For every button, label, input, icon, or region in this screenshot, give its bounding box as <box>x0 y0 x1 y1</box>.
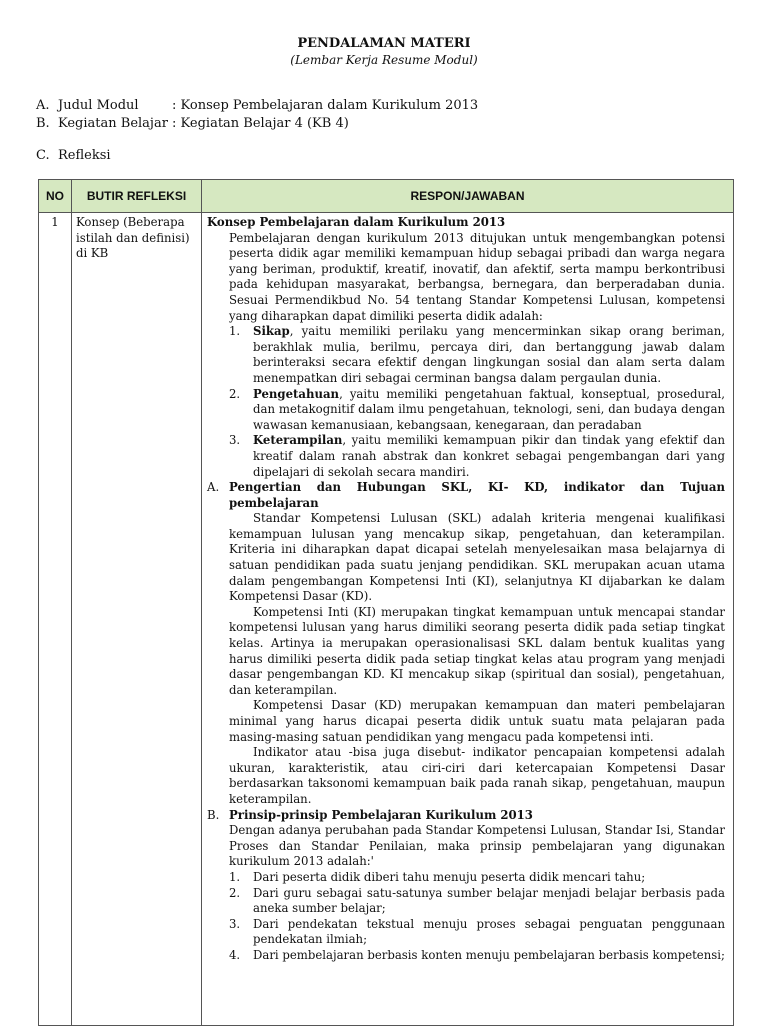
competency-text: , yaitu memiliki kemampuan pikir dan tindak yang efektif dan kreatif dalam ranah abstrak dan konkret sebagai pengembangan dari yang dipelajari di sekolah secara mandiri. <box>253 433 725 479</box>
meta-value: Kegiatan Belajar 4 (KB 4) <box>180 116 349 131</box>
meta-key: Judul Modul <box>58 98 139 113</box>
section-letter: B. <box>207 807 220 822</box>
section-title: Prinsip-prinsip Pembelajaran Kurikulum 2013 <box>229 807 533 822</box>
competency-term: Sikap <box>253 324 290 339</box>
section-a-paragraph: Indikator atau -bisa juga disebut- indikator pencapaian kompetensi adalah ukuran, karakteristik, atau ciri-ciri dari ketercapaian Kompetensi Dasar berdasarkan taksonomi kemampuan baik pada ranah sikap, pengetahuan, maupun keterampilan. <box>229 745 725 806</box>
header-no: NO <box>39 180 72 213</box>
section-b-intro: Dengan adanya perubahan pada Standar Kompetensi Lulusan, Standar Isi, Standar Proses dan Standar Penilaian, maka prinsip pembelajaran yang digunakan kurikulum 2013 adalah:' <box>229 823 725 869</box>
principle-number: 3. <box>229 916 241 931</box>
competency-text: , yaitu memiliki pengetahuan faktual, konseptual, prosedural, dan metakognitif dalam ilmu pengetahuan, teknologi, seni, dan budaya dengan wawasan kemanusiaan, kebangsaan, kenegaraan, dan peradaban <box>253 386 725 432</box>
table-header-row <box>39 180 734 213</box>
competency-item <box>207 433 725 480</box>
meta-kegiatan-belajar <box>36 115 349 132</box>
section-letter: A. <box>207 480 220 495</box>
header-respon-jawaban: RESPON/JAWABAN <box>202 180 734 213</box>
section-title: Pengertian dan Hubungan SKL, KI- KD, indikator dan Tujuan pembelajaran <box>229 480 725 510</box>
competency-item <box>207 324 725 386</box>
principle-item <box>207 917 725 948</box>
meta-judul-modul <box>36 97 478 114</box>
document-title: PENDALAMAN MATERI <box>297 36 471 51</box>
principle-number: 1. <box>229 869 241 884</box>
principle-number: 4. <box>229 947 241 962</box>
principle-number: 2. <box>229 885 241 900</box>
meta-letter: A. <box>36 98 50 113</box>
principle-text: Dari guru sebagai satu-satunya sumber belajar menjadi belajar berbasis pada aneka sumber belajar; <box>253 885 725 916</box>
section-a-heading <box>207 480 725 511</box>
row-response <box>202 213 734 1026</box>
meta-refleksi <box>36 147 172 164</box>
competency-number: 2. <box>229 386 241 401</box>
meta-letter: C. <box>36 148 50 163</box>
principle-text: Dari pembelajaran berbasis konten menuju pembelajaran berbasis kompetensi; <box>253 947 725 962</box>
principle-item <box>207 886 725 917</box>
competency-number: 3. <box>229 433 241 448</box>
principle-text: Dari pendekatan tekstual menuju proses sebagai penguatan penggunaan pendekatan ilmiah; <box>253 916 725 947</box>
response-heading: Konsep Pembelajaran dalam Kurikulum 2013 <box>207 215 506 229</box>
principle-item <box>207 948 725 964</box>
section-a-paragraph: Kompetensi Dasar (KD) merupakan kemampuan dan materi pembelajaran minimal yang harus dicapai peserta didik untuk suatu mata pelajaran pada masing-masing satuan pendidikan yang mengacu pada kompetensi inti. <box>229 698 725 744</box>
section-a-paragraph: Standar Kompetensi Lulusan (SKL) adalah kriteria mengenai kualifikasi kemampuan lulusan yang mencakup sikap, pengetahuan, dan keterampilan. Kriteria ini diharapkan dapat dicapai setelah menyelesaikan masa belajarnya di satuan pendidikan pada suatu jenjang pendidikan. SKL merupakan acuan utama dalam pengembangan Kompetensi Inti (KI), selanjutnya KI dijabarkan ke dalam Kompetensi Dasar (KD). <box>229 511 725 604</box>
competency-number: 1. <box>229 324 241 339</box>
document-subtitle: (Lembar Kerja Resume Modul) <box>290 53 478 67</box>
competency-term: Keterampilan <box>253 433 343 448</box>
row-butir: Konsep (Beberapa istilah dan definisi) di KB <box>72 213 202 1026</box>
meta-value: Konsep Pembelajaran dalam Kurikulum 2013 <box>180 98 479 113</box>
response-intro: Pembelajaran dengan kurikulum 2013 ditujukan untuk mengembangkan potensi peserta didik agar memiliki kemampuan hidup sebagai pribadi dan warga negara yang beriman, produktif, kreatif, inovatif, dan afektif, serta mampu berkontribusi pada kehidupan masyarakat, berbangsa, bernegara, dan berperadaban dunia. Sesuai Permendikbud No. 54 tentang Standar Kompetensi Lulusan, kompetensi yang diharapkan dapat dimiliki peserta didik adalah: <box>229 230 725 323</box>
principle-item <box>207 870 725 886</box>
principle-text: Dari peserta didik diberi tahu menuju peserta didik mencari tahu; <box>253 869 646 884</box>
section-a-paragraph: Kompetensi Inti (KI) merupakan tingkat kemampuan untuk mencapai standar kompetensi lulusan yang harus dimiliki seorang peserta didik pada setiap tingkat kelas. Artinya ia merupakan operasionalisasi SKL dalam bentuk kualitas yang harus dimiliki peserta didik pada setiap tingkat kelas atau program yang menjadi dasar pengembangan KD. KI mencakup sikap (spiritual dan sosial), pengetahuan, dan keterampilan. <box>229 604 725 697</box>
meta-key: Kegiatan Belajar <box>58 116 168 131</box>
table-row <box>39 213 734 1026</box>
meta-key: Refleksi <box>58 148 111 163</box>
competency-text: , yaitu memiliki perilaku yang mencerminkan sikap orang beriman, berakhlak mulia, berilmu, percaya diri, dan bertanggung jawab dalam berinteraksi secara efektif dengan lingkungan sosial dan alam serta dalam menempatkan diri sebagai cerminan bangsa dalam pergaulan dunia. <box>253 324 725 385</box>
competency-item <box>207 387 725 434</box>
section-b-heading <box>207 808 725 824</box>
reflection-table <box>38 179 734 1026</box>
meta-letter: B. <box>36 116 50 131</box>
meta-sep: : <box>172 98 177 113</box>
row-number: 1 <box>39 213 72 1026</box>
competency-term: Pengetahuan <box>253 386 340 401</box>
meta-sep: : <box>172 116 177 131</box>
header-butir-refleksi: BUTIR REFLEKSI <box>72 180 202 213</box>
